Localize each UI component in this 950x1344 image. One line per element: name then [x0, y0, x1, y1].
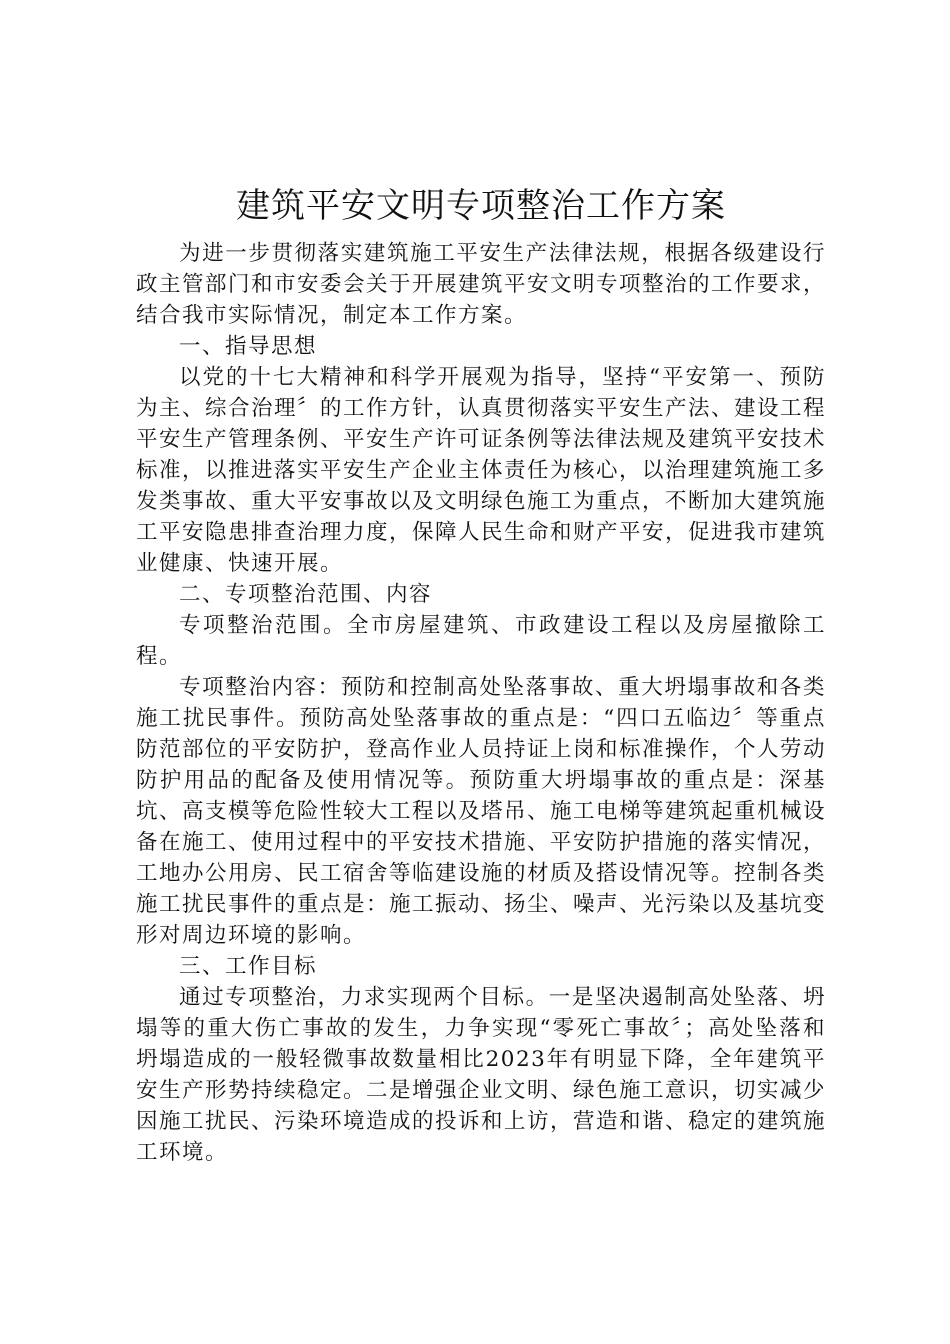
intro-paragraph: 为进一步贯彻落实建筑施工平安生产法律法规，根据各级建设行政主管部门和市安委会关于开展建筑平安文明专项整治的工作要求，结合我市实际情况，制定本工作方案。	[136, 241, 827, 328]
scope-paragraph: 专项整治范围。全市房屋建筑、市政建设工程以及房屋撤除工程。	[136, 613, 826, 669]
section-heading-guiding-thought: 一、指导思想	[179, 334, 318, 359]
guiding-thought-paragraph: 以党的十七大精神和科学开展观为指导，坚持“平安第一、预防为主、综合治理〞的工作方针，认真贯彻落实平安生产法、建设工程平安生产管理条例、平安生产许可证条例等法律法规及建筑平安技术标准，以推进落实平安生产企业主体责任为核心，以治理建筑施工多发类事故、重大平安事故以及文明绿色施工为重点，不断加大建筑施工平安隐患排查治理力度，保障人民生命和财产平安，促进我市建筑业健康、快速开展。	[136, 365, 827, 576]
document-title: 建筑平安文明专项整治工作方案	[236, 186, 726, 226]
goals-paragraph: 通过专项整治，力求实现两个目标。一是坚决遏制高处坠落、坍塌等的重大伤亡事故的发生，力争实现“零死亡事故〞；高处坠落和坍塌造成的一般轻微事故数量相比2023年有明显下降，全年建筑平安生产形势持续稳定。二是增强企业文明、绿色施工意识，切实减少因施工扰民、污染环境造成的投诉和上访，营造和谐、稳定的建筑施工环境。	[136, 985, 827, 1165]
section-heading-scope-content: 二、专项整治范围、内容	[179, 582, 433, 607]
content-paragraph: 专项整治内容：预防和控制高处坠落事故、重大坍塌事故和各类施工扰民事件。预防高处坠落事故的重点是：“四口五临边〞等重点防范部位的平安防护，登高作业人员持证上岗和标准操作，个人劳动防护用品的配备及使用情况等。预防重大坍塌事故的重点是：深基坑、高支模等危险性较大工程以及塔吊、施工电梯等建筑起重机械设备在施工、使用过程中的平安技术措施、平安防护措施的落实情况，工地办公用房、民工宿舍等临建设施的材质及搭设情况等。控制各类施工扰民事件的重点是：施工振动、扬尘、噪声、光污染以及基坑变形对周边环境的影响。	[136, 675, 827, 948]
document-page	[136, 180, 826, 1168]
section-heading-goals: 三、工作目标	[179, 954, 318, 979]
